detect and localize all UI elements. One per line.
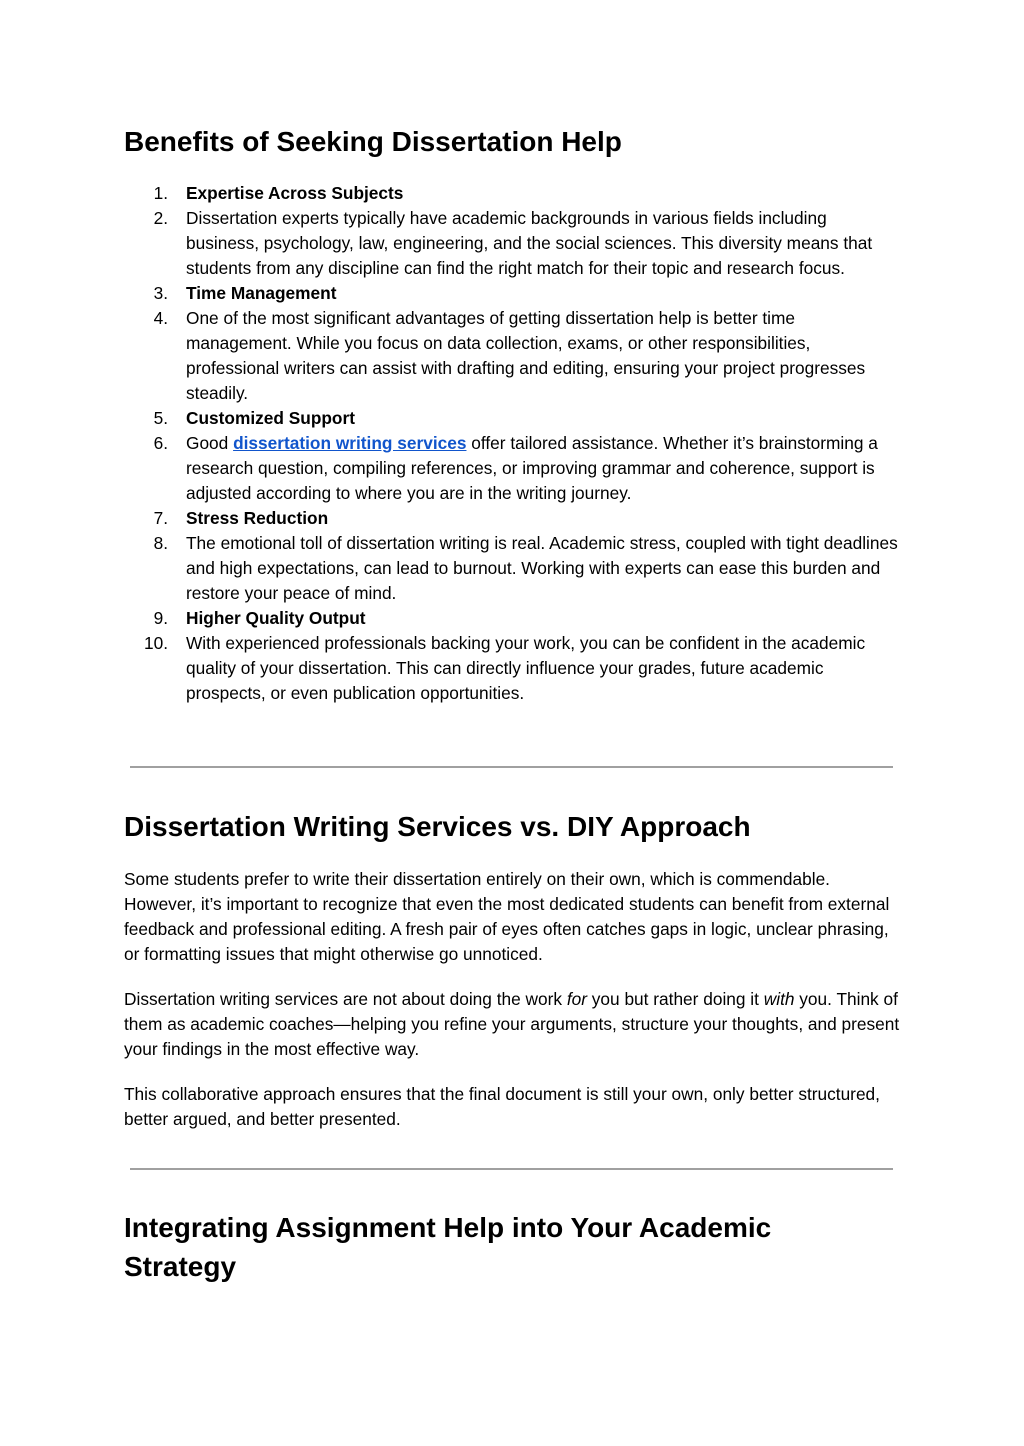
list-item-text: Customized Support [186, 408, 355, 428]
paragraph: This collaborative approach ensures that the final document is still your own, only better structured, better argued, and better presented. [124, 1084, 880, 1129]
list-item-text: Higher Quality Output [186, 608, 366, 628]
list-item [124, 506, 900, 531]
section-divider [130, 766, 893, 768]
list-number: 8. [153, 533, 168, 553]
list-item-text-pre: Good [186, 433, 234, 453]
emphasis-text: for [566, 989, 587, 1009]
list-item-text [186, 433, 878, 503]
section-heading-benefits: Benefits of Seeking Dissertation Help [124, 126, 622, 157]
list-item [124, 306, 900, 406]
paragraph [124, 987, 900, 1062]
paragraph: Some students prefer to write their dissertation entirely on their own, which is commendable. However, it’s important to recognize that even the most dedicated students can benefit from external feedback and professional editing. A fresh pair of eyes often catches gaps in logic, unclear phrasing, or formatting issues that might otherwise go unnoticed. [124, 869, 890, 964]
list-item [124, 606, 900, 631]
list-item-text: Time Management [186, 283, 337, 303]
section-heading-diy: Dissertation Writing Services vs. DIY Approach [124, 811, 751, 842]
emphasis-text: with [763, 989, 795, 1009]
list-item [124, 531, 900, 606]
list-item-text: Stress Reduction [186, 508, 329, 528]
paragraph-text: Dissertation writing services are not about doing the work [124, 989, 567, 1009]
list-number: 1. [153, 183, 168, 203]
list-item-text: The emotional toll of dissertation writing is real. Academic stress, coupled with tight deadlines and high expectations, can lead to burnout. Working with experts can ease this burden and restore your peace of mind. [186, 533, 898, 603]
list-item [124, 406, 900, 431]
list-number: 7. [153, 508, 168, 528]
list-item-text: With experienced professionals backing your work, you can be confident in the academic quality of your dissertation. This can directly influence your grades, future academic prospects, or even publication opportunities. [186, 633, 866, 703]
list-item [124, 206, 900, 281]
list-number: 9. [153, 608, 168, 628]
dissertation-writing-services-link[interactable]: dissertation writing services [233, 433, 467, 453]
list-item [124, 181, 900, 206]
list-item-text: Dissertation experts typically have academic backgrounds in various fields including business, psychology, law, engineering, and the social sciences. This diversity means that students from any discipline can find the right match for their topic and research focus. [186, 208, 873, 278]
paragraph-text: you but rather doing it [586, 989, 764, 1009]
paragraph-text: you. Think of them as academic coaches—helping you refine your arguments, structure your thoughts, and present your findings in the most effective way. [124, 989, 900, 1059]
list-item [124, 631, 900, 706]
list-number: 3. [153, 283, 168, 303]
list-number: 5. [153, 408, 168, 428]
section-divider [130, 1168, 893, 1170]
list-number: 10. [143, 633, 168, 653]
benefits-list [124, 181, 900, 706]
list-item [124, 431, 900, 506]
list-number: 2. [153, 208, 168, 228]
list-item-text: One of the most significant advantages of getting dissertation help is better time management. While you focus on data collection, exams, or other responsibilities, professional writers can assist with drafting and editing, ensuring your project progresses steadily. [186, 308, 866, 403]
list-number: 4. [153, 308, 168, 328]
list-item [124, 281, 900, 306]
list-item-text: Expertise Across Subjects [186, 183, 404, 203]
section-heading-integrating: Integrating Assignment Help into Your Academic Strategy [124, 1212, 772, 1282]
list-item-text-post: offer tailored assistance. Whether it’s brainstorming a research question, compiling references, or improving grammar and coherence, support is adjusted according to where you are in the writing journey. [186, 433, 878, 503]
list-number: 6. [153, 433, 168, 453]
